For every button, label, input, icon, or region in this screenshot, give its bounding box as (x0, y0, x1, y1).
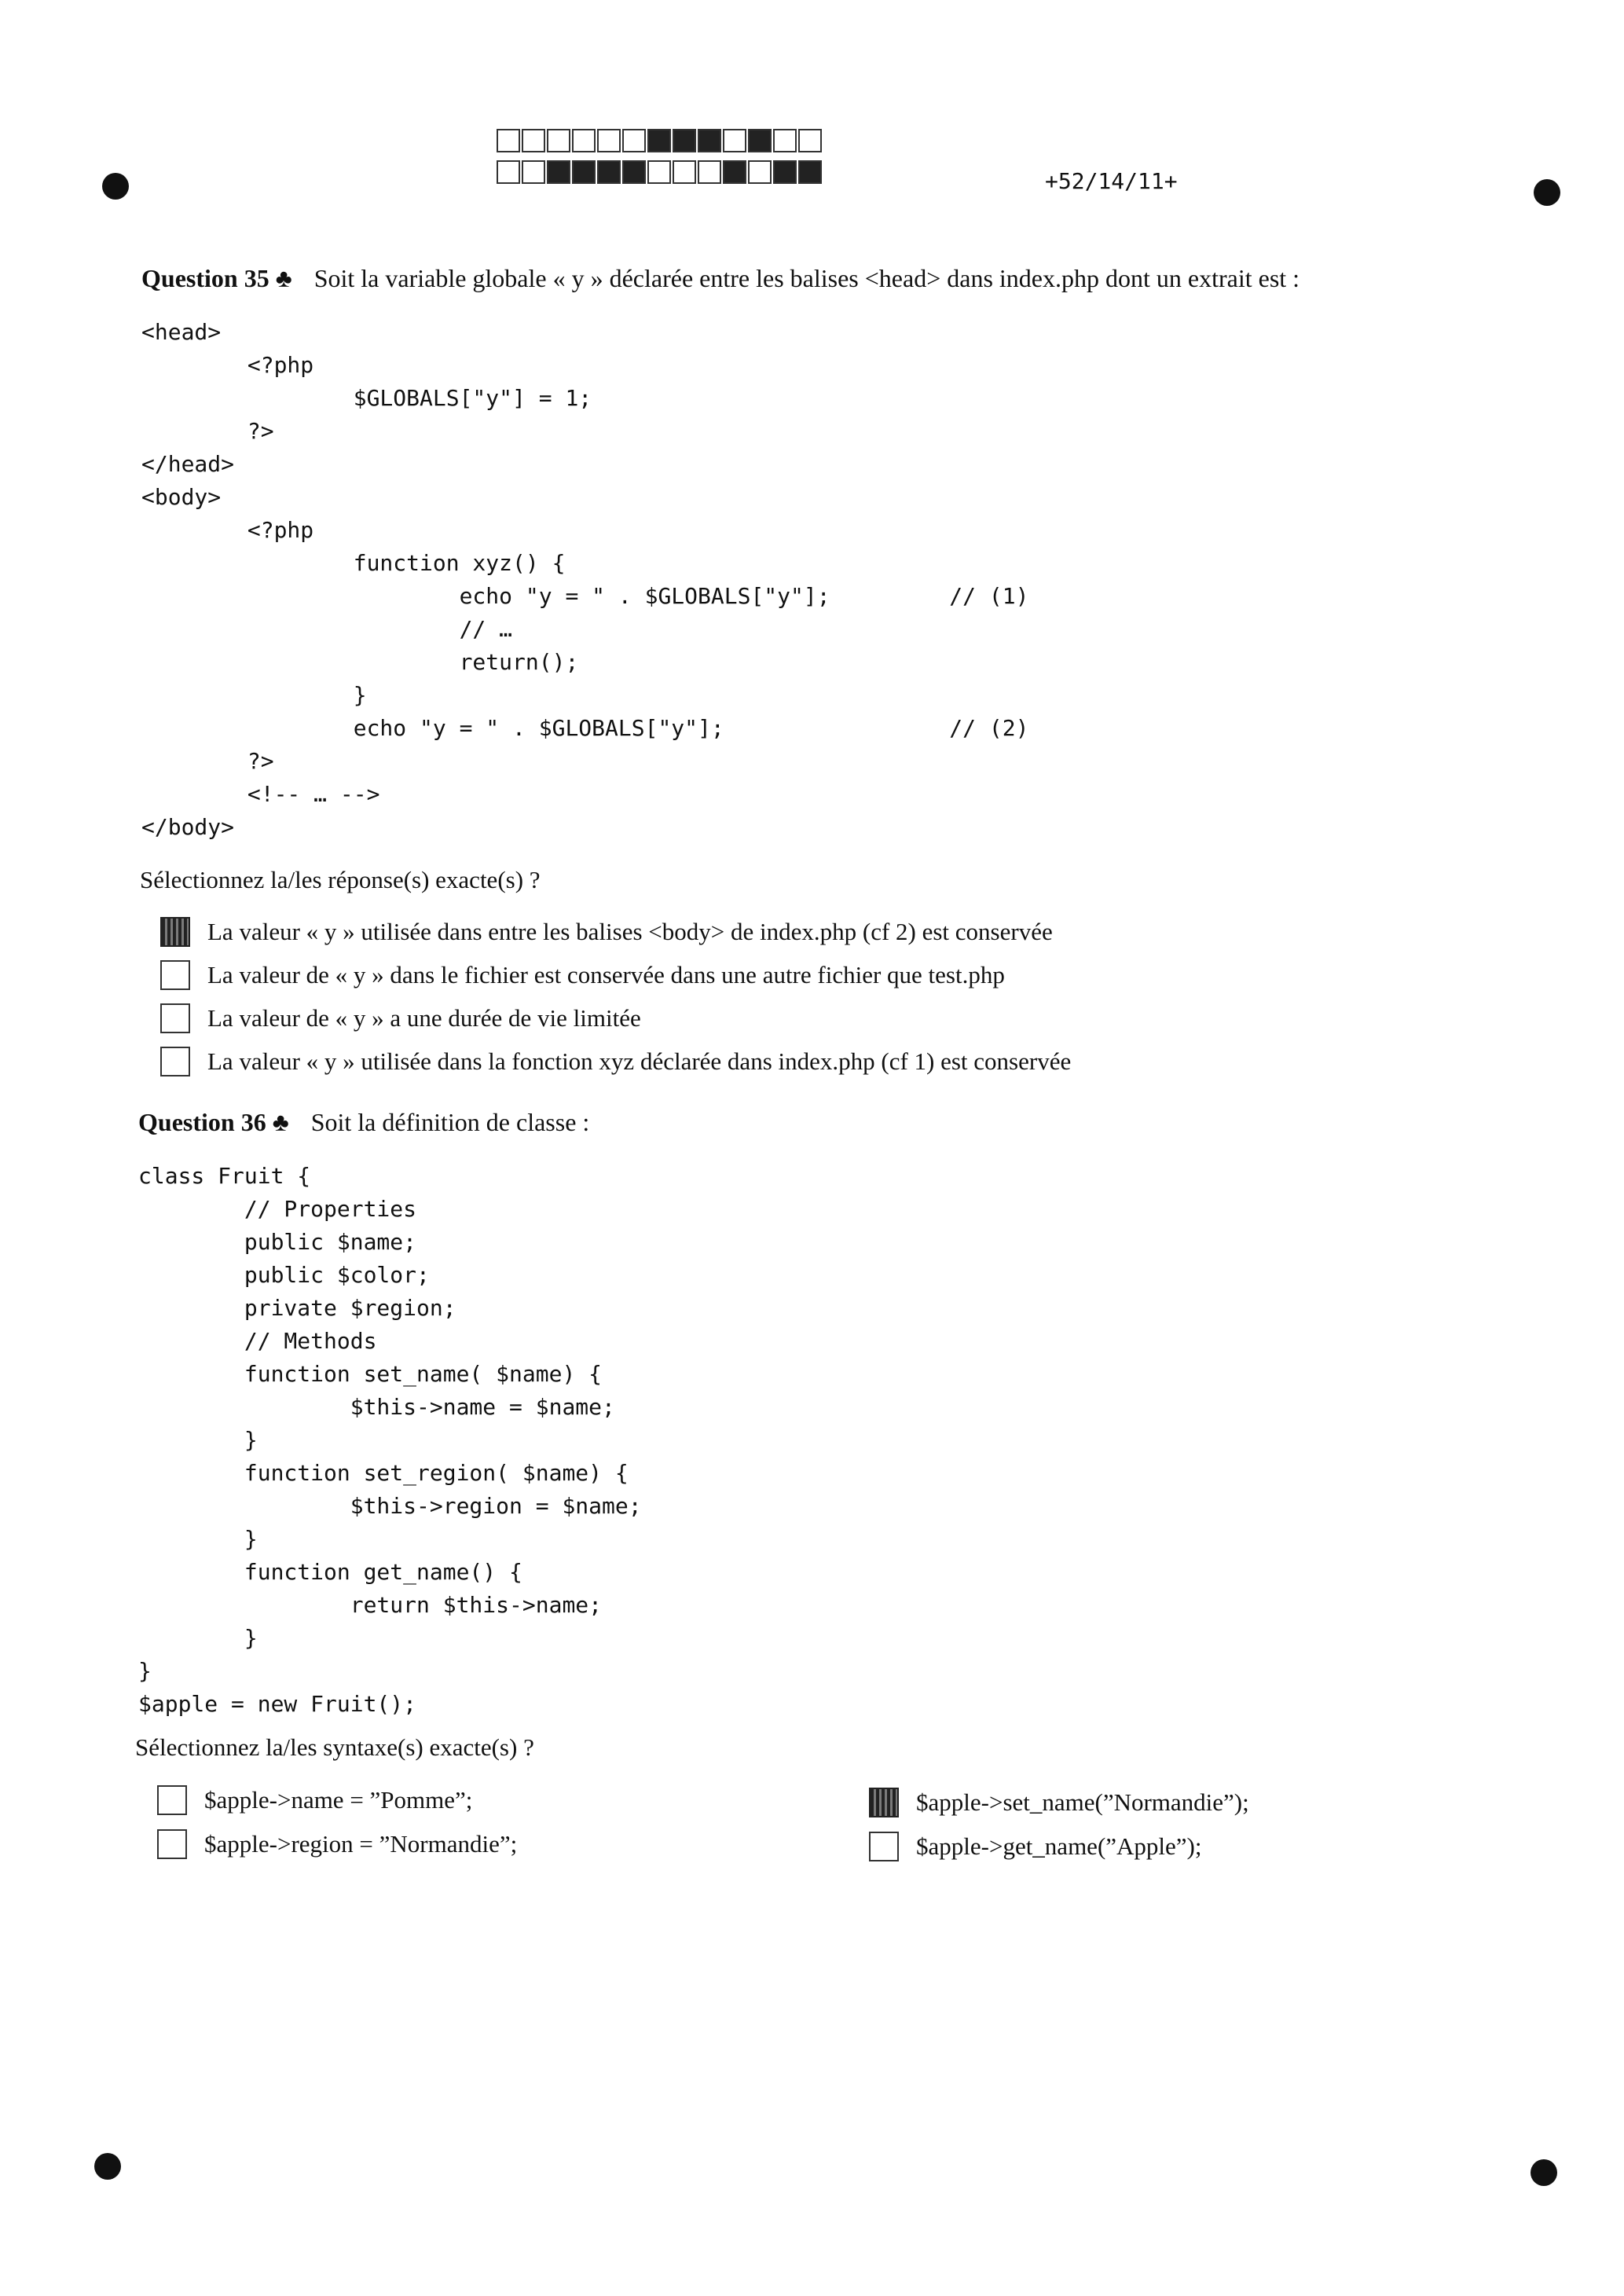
question-36-prompt: Sélectionnez la/les syntaxe(s) exacte(s) ? (135, 1733, 534, 1761)
answer-option[interactable] (157, 1829, 517, 1859)
barcode-cell (748, 160, 772, 184)
registration-mark-bottom-right (1531, 2159, 1557, 2186)
checkbox[interactable] (160, 1003, 190, 1033)
checkbox[interactable] (160, 1047, 190, 1076)
club-icon: ♣ (275, 264, 292, 292)
barcode-cell (698, 160, 721, 184)
barcode-cell (572, 160, 596, 184)
answer-option[interactable] (157, 1785, 472, 1815)
barcode-row-1 (497, 129, 823, 152)
barcode-cell (773, 129, 797, 152)
answer-option[interactable] (869, 1788, 1249, 1817)
barcode-cell (698, 129, 721, 152)
barcode-cell (673, 160, 696, 184)
page-id: +52/14/11+ (1045, 168, 1178, 194)
barcode-cell (622, 129, 646, 152)
barcode-cell (547, 129, 570, 152)
answer-label: $apple->get_name(”Apple”); (916, 1832, 1202, 1860)
question-36-code: class Fruit { // Properties public $name; public $color; private $region; // Methods function set_name( $name) { $this->name = $name; } function set_region( $name) { $this->region = $name; } function get_name() { return $this->name; } } $apple = new Fruit(); (138, 1163, 642, 1717)
barcode-cell (673, 129, 696, 152)
question-35-code: <head> <?php $GLOBALS["y"] = 1; ?> </head> <body> <?php function xyz() { echo "y = " . $GLOBALS["y"]; // (1) // … return(); } echo "y = " . $GLOBALS["y"]; // (2) ?> <!-- … --> </body> (141, 319, 1029, 840)
answer-option[interactable] (160, 917, 1053, 947)
question-36-header (138, 1108, 589, 1137)
registration-mark-top-right (1534, 179, 1560, 206)
answer-label: $apple->set_name(”Normandie”); (916, 1788, 1249, 1816)
club-icon: ♣ (272, 1108, 289, 1136)
checkbox[interactable] (157, 1829, 187, 1859)
answer-option[interactable] (160, 1047, 1071, 1076)
barcode-cell (497, 160, 520, 184)
barcode-cell (647, 129, 671, 152)
barcode-cell (572, 129, 596, 152)
registration-mark-top-left (102, 173, 129, 200)
checkbox[interactable] (160, 917, 190, 947)
barcode-cell (647, 160, 671, 184)
question-35-header (141, 264, 1300, 293)
barcode-cell (773, 160, 797, 184)
barcode-cell (547, 160, 570, 184)
registration-mark-bottom-left (94, 2153, 121, 2180)
checkbox[interactable] (160, 960, 190, 990)
question-35-prompt: Sélectionnez la/les réponse(s) exacte(s) ? (140, 866, 541, 893)
barcode-cell (723, 160, 746, 184)
barcode-cell (597, 129, 621, 152)
answer-label: La valeur de « y » dans le fichier est conservée dans une autre fichier que test.php (207, 961, 1005, 988)
checkbox[interactable] (869, 1832, 899, 1861)
checkbox[interactable] (869, 1788, 899, 1817)
barcode-row-2 (497, 160, 823, 184)
checkbox[interactable] (157, 1785, 187, 1815)
barcode-cell (798, 160, 822, 184)
answer-label: La valeur « y » utilisée dans entre les balises <body> de index.php (cf 2) est conservée (207, 918, 1053, 945)
question-text: Soit la variable globale « y » déclarée entre les balises <head> dans index.php dont un extrait est : (313, 264, 1300, 292)
barcode-cell (522, 160, 545, 184)
answer-option[interactable] (160, 1003, 641, 1033)
answer-option[interactable] (869, 1832, 1201, 1861)
barcode-cell (798, 129, 822, 152)
barcode-cell (522, 129, 545, 152)
question-number: Question 35 (141, 264, 269, 292)
barcode-cell (497, 129, 520, 152)
barcode-cell (597, 160, 621, 184)
question-number: Question 36 (138, 1108, 266, 1136)
barcode-cell (723, 129, 746, 152)
answer-option[interactable] (160, 960, 1005, 990)
question-text: Soit la définition de classe : (310, 1108, 590, 1136)
answer-label: La valeur de « y » a une durée de vie limitée (207, 1004, 641, 1032)
answer-label: La valeur « y » utilisée dans la fonction xyz déclarée dans index.php (cf 1) est conservée (207, 1047, 1072, 1075)
answer-label: $apple->name = ”Pomme”; (204, 1786, 473, 1814)
answer-label: $apple->region = ”Normandie”; (204, 1830, 518, 1858)
barcode-cell (622, 160, 646, 184)
barcode-cell (748, 129, 772, 152)
